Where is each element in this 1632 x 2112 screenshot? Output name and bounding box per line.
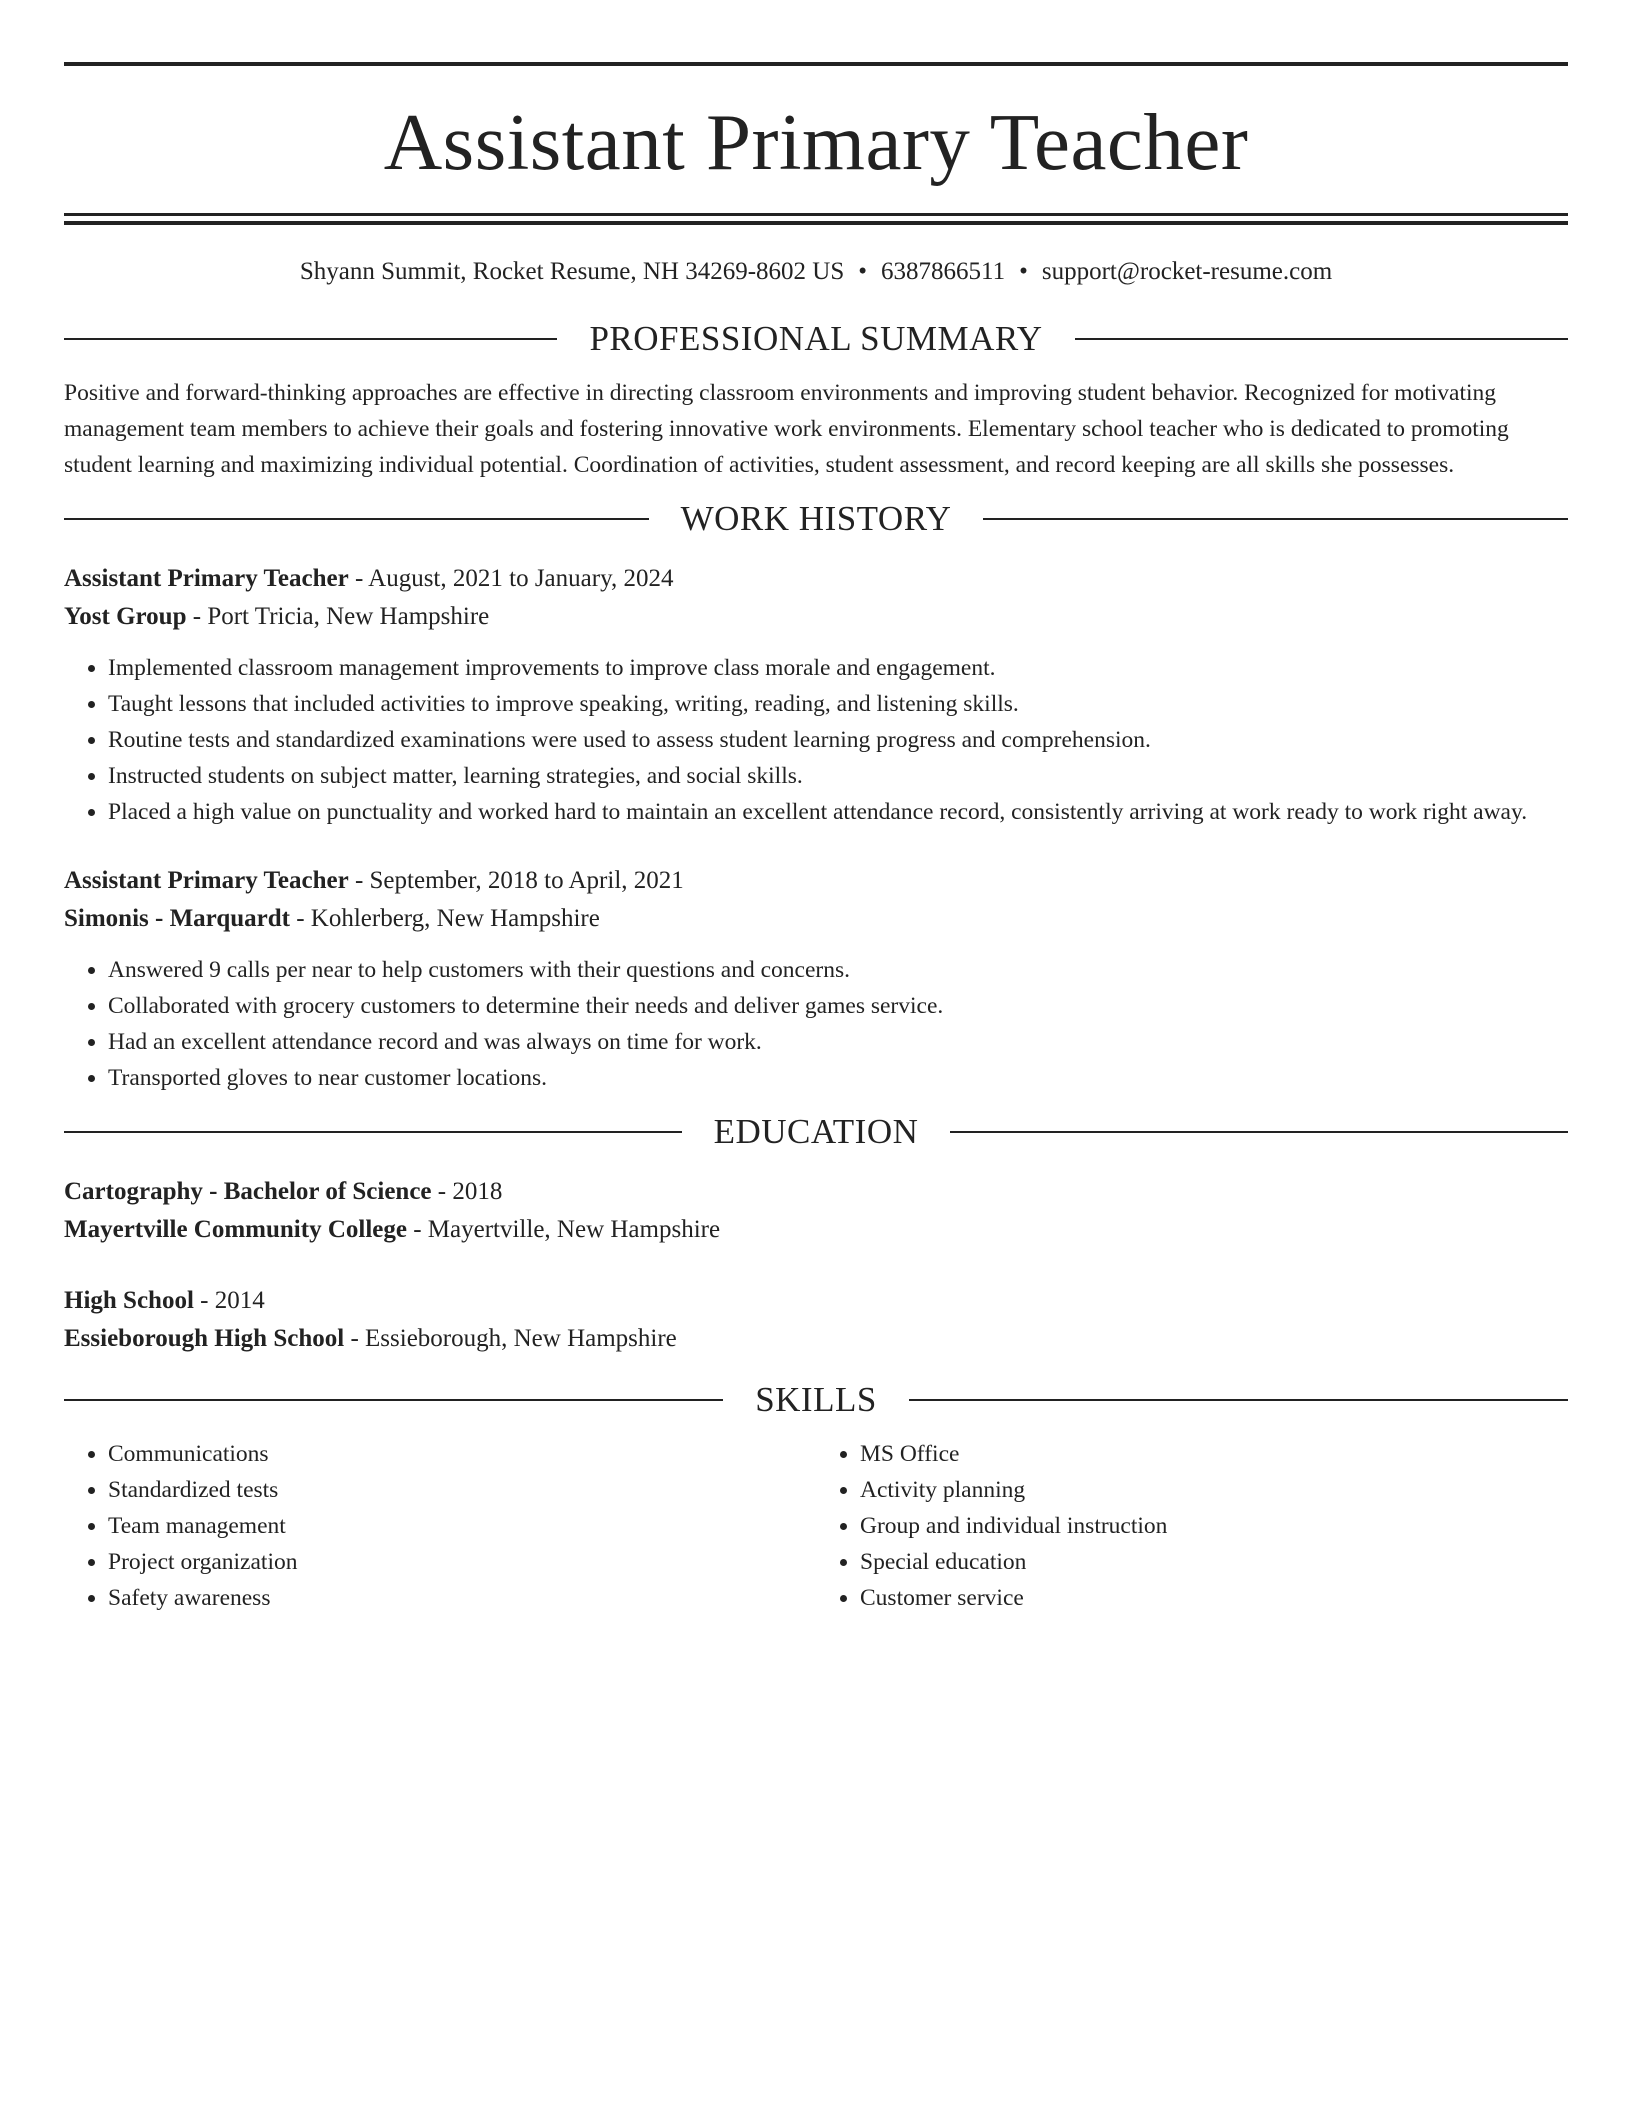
job-duty: • Implemented classroom management improvements to improve class morale and engagement. — [108, 650, 1568, 686]
skills-list-right — [816, 1436, 1568, 1616]
job-title-line — [64, 560, 1568, 598]
school: Mayertville Community College — [64, 1216, 407, 1243]
resume-page — [64, 0, 1568, 1616]
skill-item: • Special education — [860, 1544, 1568, 1580]
skills-heading — [64, 1380, 1568, 1420]
education-entry — [64, 1282, 1568, 1358]
job-title: Assistant Primary Teacher — [64, 867, 349, 894]
job-company-line — [64, 900, 1568, 938]
school: Essieborough High School — [64, 1325, 345, 1352]
degree-line — [64, 1282, 1568, 1320]
degree-line — [64, 1173, 1568, 1211]
job-duty: • Answered 9 calls per near to help customers with their questions and concerns. — [108, 952, 1568, 988]
skill-item: • Customer service — [860, 1580, 1568, 1616]
skill-item: • Activity planning — [860, 1472, 1568, 1508]
skill-item: • Safety awareness — [108, 1580, 816, 1616]
contact-line — [64, 255, 1568, 289]
job-entry — [64, 862, 1568, 1096]
top-rule — [64, 62, 1568, 66]
candidate-name: Assistant Primary Teacher — [383, 97, 1249, 187]
degree: Cartography - Bachelor of Science — [64, 1178, 432, 1205]
heading-rule-right — [983, 518, 1568, 520]
skill-item: • Group and individual instruction — [860, 1508, 1568, 1544]
skills-columns — [64, 1436, 1568, 1616]
contact-email: support@rocket-resume.com — [1041, 258, 1333, 285]
job-duties — [64, 952, 1568, 1096]
school-line — [64, 1320, 1568, 1358]
heading-rule-right — [950, 1131, 1568, 1133]
skill-item: • MS Office — [860, 1436, 1568, 1472]
job-duty: • Had an excellent attendance record and was always on time for work. — [108, 1024, 1568, 1060]
job-location: - Port Tricia, New Hampshire — [186, 603, 490, 630]
heading-rule-left — [64, 1131, 682, 1133]
school-location: - Mayertville, New Hampshire — [406, 1216, 721, 1243]
work-heading — [64, 499, 1568, 539]
skills-heading-text: SKILLS — [755, 1380, 877, 1419]
contact-separator: • — [858, 258, 868, 285]
skill-item: • Team management — [108, 1508, 816, 1544]
education-entry — [64, 1173, 1568, 1249]
job-dates: - August, 2021 to January, 2024 — [348, 565, 674, 592]
summary-text: Positive and forward-thinking approaches are effective in directing classroom environments and improving student behavior. Recognized for motivating management team members to achieve their goals and fostering innovative work environments. Elementary school teacher who is dedicated to promoting student learning and maximizing individual potential. Coordination of activities, student assessment, and record keeping are all skills she possesses. — [64, 380, 1509, 478]
contact-address: Shyann Summit, Rocket Resume, NH 34269-8602 US — [299, 258, 845, 285]
contact-separator: • — [1019, 258, 1028, 285]
heading-rule-right — [1075, 338, 1568, 340]
heading-rule-left — [64, 1399, 723, 1401]
job-entry — [64, 560, 1568, 830]
heading-rule-left — [64, 338, 557, 340]
job-duties — [64, 650, 1568, 830]
graduation-year: - 2014 — [193, 1287, 265, 1314]
header-double-rule — [64, 213, 1568, 225]
work-heading-text: WORK HISTORY — [680, 499, 952, 538]
job-title-line — [64, 862, 1568, 900]
job-company-line — [64, 598, 1568, 636]
graduation-year: - 2018 — [431, 1178, 503, 1205]
school-location: - Essieborough, New Hampshire — [344, 1325, 677, 1352]
job-duty: • Transported gloves to near customer locations. — [108, 1060, 1568, 1096]
job-duty: • Instructed students on subject matter, learning strategies, and social skills. — [108, 758, 1568, 794]
heading-rule-left — [64, 518, 649, 520]
education-heading — [64, 1112, 1568, 1152]
job-location: - Kohlerberg, New Hampshire — [289, 905, 600, 932]
job-company: Simonis - Marquardt — [64, 905, 290, 932]
job-title: Assistant Primary Teacher — [64, 565, 349, 592]
job-duty: • Routine tests and standardized examinations were used to assess student learning progress and comprehension. — [108, 722, 1568, 758]
school-line — [64, 1211, 1568, 1249]
contact-phone: 6387866511 — [881, 258, 1006, 285]
summary-heading — [64, 319, 1568, 359]
job-duty: • Taught lessons that included activities to improve speaking, writing, reading, and listening skills. — [108, 686, 1568, 722]
skill-item: • Communications — [108, 1436, 816, 1472]
job-duty: • Collaborated with grocery customers to determine their needs and deliver games service. — [108, 988, 1568, 1024]
summary-heading-text: PROFESSIONAL SUMMARY — [589, 319, 1043, 358]
skill-item: • Standardized tests — [108, 1472, 816, 1508]
job-dates: - September, 2018 to April, 2021 — [348, 867, 684, 894]
job-company: Yost Group — [64, 603, 187, 630]
degree: High School — [64, 1287, 194, 1314]
education-heading-text: EDUCATION — [713, 1112, 919, 1151]
skills-list-left — [64, 1436, 816, 1616]
skill-item: • Project organization — [108, 1544, 816, 1580]
job-duty: • Placed a high value on punctuality and worked hard to maintain an excellent attendance record, consistently arriving at work ready to work right away. — [108, 794, 1568, 830]
heading-rule-right — [909, 1399, 1568, 1401]
